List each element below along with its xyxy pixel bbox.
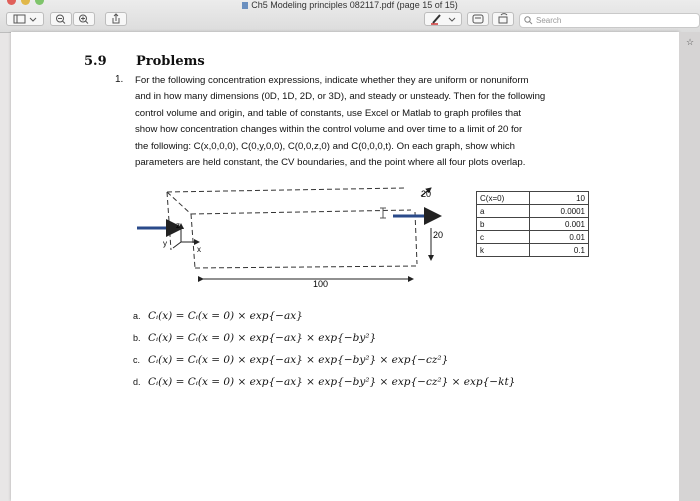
pdf-file-icon [242,2,248,9]
markup-pen-button[interactable] [424,12,462,26]
search-placeholder: Search [536,16,562,25]
bookmark-icon[interactable]: ☆ [686,37,695,47]
problem-text [135,73,605,171]
zoom-out-button[interactable] [50,12,72,26]
rotate-button[interactable] [492,12,514,26]
table-value: 10 [530,192,589,205]
y-axis [173,242,181,248]
table-row [477,231,589,244]
control-volume-diagram [133,180,463,290]
table-key: C(x=0) [477,192,530,205]
sidebar-icon [8,13,42,25]
table-row [477,244,589,257]
control-volume-box [167,188,417,268]
equation-item [133,310,515,332]
equation-label: d. [133,377,141,387]
window-title [0,0,700,10]
zoom-out-icon [51,13,71,25]
x-axis-label: x [197,245,201,254]
share-button[interactable] [105,12,127,26]
equation-expression: Cᵢ(x) = Cᵢ(x = 0) × exp{−ax} × exp{−by²} × exp{−cz²} × exp{−kt} [148,376,516,388]
sidebar-right [679,32,700,501]
window-titlebar [0,0,700,33]
window-title-text: Ch5 Modeling principles 082117.pdf (page 15 of 15) [251,0,458,10]
equation-item [133,354,515,376]
equation-label: a. [133,311,141,321]
equation-item [133,332,515,354]
text-cursor-icon [380,208,386,218]
rotate-icon [493,13,513,25]
zoom-in-icon [74,13,94,25]
table-key: k [477,244,530,257]
problem-line: control volume and origin, and table of constants, use Excel or Matlab to graph profiles that [135,107,522,119]
problem-line: and in how many dimensions (0D, 1D, 2D, or 3D), and steady or unsteady. Then for the following [135,91,546,103]
table-row [477,192,589,205]
y-axis-label: y [163,239,167,248]
markup-toolbar-button[interactable] [467,12,489,26]
table-key: a [477,205,530,218]
width-label: 20 [421,189,432,199]
table-row [477,205,589,218]
section-title: Problems [136,54,205,69]
height-label: 20 [433,230,444,240]
equation-expression: Cᵢ(x) = Cᵢ(x = 0) × exp{−ax} × exp{−by²} [148,332,377,344]
zoom-in-button[interactable] [73,12,95,26]
equation-label: c. [133,355,141,365]
search-field[interactable] [519,13,700,28]
equations-list [133,310,515,398]
problem-number: 1. [115,74,124,85]
search-icon [524,16,533,25]
constants-table [476,191,589,257]
problem-line: For the following concentration expressions, indicate whether they are uniform or nonuniform [135,75,529,86]
equation-item [133,376,515,398]
pen-icon [426,13,460,25]
problem-line: show how concentration changes within the control volume and over time to a limit of 20 for [135,124,523,136]
length-label: 100 [313,279,329,289]
equation-expression: Cᵢ(x) = Cᵢ(x = 0) × exp{−ax} × exp{−by²} × exp{−cz²} [148,354,449,366]
table-value: 0.01 [530,231,589,244]
section-number: 5.9 [84,54,107,69]
markup-icon [468,13,488,25]
table-value: 0.001 [530,218,589,231]
share-icon [106,13,126,25]
table-value: 0.0001 [530,205,589,218]
equation-expression: Cᵢ(x) = Cᵢ(x = 0) × exp{−ax} [148,310,303,322]
table-key: c [477,231,530,244]
table-value: 0.1 [530,244,589,257]
problem-line: the following: C(x,0,0,0), C(0,y,0,0), C(0,0,z,0) and C(0,0,0,t). On each graph, show which [135,140,516,152]
sidebar-toggle-button[interactable] [6,12,44,26]
table-key: b [477,218,530,231]
table-row [477,218,589,231]
equation-label: b. [133,333,141,343]
problem-line: parameters are held constant, the CV boundaries, and the point where all four plots overlap. [135,157,526,169]
z-axis-label: z [176,221,180,230]
